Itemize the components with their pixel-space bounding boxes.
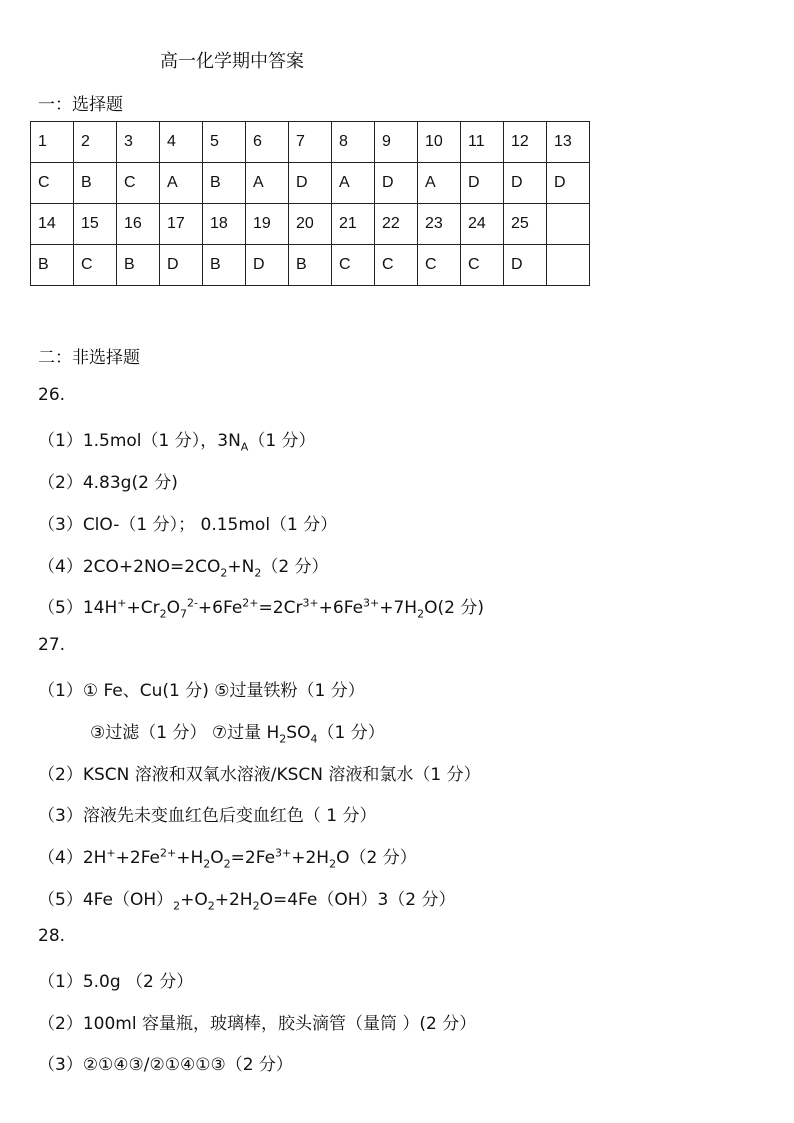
table-cell: 7	[289, 122, 332, 163]
answer-line: （2）4.83g(2 分)	[38, 473, 178, 493]
table-cell: B	[74, 163, 117, 204]
table-cell: D	[375, 163, 418, 204]
page-title: 高一化学期中答案	[160, 51, 304, 72]
table-cell: A	[160, 163, 203, 204]
table-row	[31, 122, 590, 163]
table-cell: C	[117, 163, 160, 204]
table-cell: 22	[375, 204, 418, 245]
table-cell: 2	[74, 122, 117, 163]
table-cell: 11	[461, 122, 504, 163]
table-cell: C	[332, 245, 375, 286]
table-cell: 1	[31, 122, 74, 163]
table-cell: 8	[332, 122, 375, 163]
answer-line: （2）KSCN 溶液和双氧水溶液/KSCN 溶液和氯水（1 分）	[38, 765, 481, 785]
table-cell: 19	[246, 204, 289, 245]
table-cell: D	[246, 245, 289, 286]
table-cell: D	[504, 163, 547, 204]
table-cell: 12	[504, 122, 547, 163]
table-row	[31, 245, 590, 286]
table-cell: A	[246, 163, 289, 204]
table-cell: D	[504, 245, 547, 286]
table-cell: A	[332, 163, 375, 204]
section-heading-nonchoice: 二：非选择题	[38, 348, 140, 368]
table-cell: D	[461, 163, 504, 204]
table-cell: 21	[332, 204, 375, 245]
table-cell: B	[203, 163, 246, 204]
table-cell: D	[547, 163, 590, 204]
table-cell	[547, 204, 590, 245]
table-cell: 24	[461, 204, 504, 245]
answer-table	[30, 121, 590, 286]
section-heading-choice: 一：选择题	[38, 95, 123, 115]
table-cell: 3	[117, 122, 160, 163]
answer-line: （3）溶液先未变血红色后变血红色（ 1 分）	[38, 806, 377, 826]
table-cell: B	[31, 245, 74, 286]
table-cell: B	[117, 245, 160, 286]
table-cell: 10	[418, 122, 461, 163]
table-cell: 16	[117, 204, 160, 245]
table-cell: 13	[547, 122, 590, 163]
answer-line: $(5)14H^++Cr_2O_7^{2-}+6Fe^{2+}=2Cr^{3+}+6Fe^{3+}+7H_2O(2$ 分)	[38, 596, 484, 621]
table-cell: 15	[74, 204, 117, 245]
table-row	[31, 204, 590, 245]
answer-line: （1）① Fe、Cu(1 分) ⑤过量铁粉（1 分）	[38, 681, 365, 701]
table-cell	[547, 245, 590, 286]
answer-line: （3）②①④③/②①④①③（2 分）	[38, 1055, 293, 1075]
answer-line: $(4)2H^++2Fe^{2+}+H_2O_2=2Fe^{3+}+2H_2O(2$ 分）	[38, 846, 417, 871]
table-cell: 23	[418, 204, 461, 245]
question-number-28: 28.	[38, 926, 66, 946]
table-cell: B	[203, 245, 246, 286]
table-cell: C	[461, 245, 504, 286]
table-row	[31, 163, 590, 204]
answer-line: （1）1.5mol（1 分），$3N_A(1$ 分）	[38, 431, 316, 454]
table-cell: B	[289, 245, 332, 286]
answer-line: ③过滤（1 分） ⑦过量 $H_2SO_4(1$ 分）	[90, 723, 385, 746]
question-number-27: 27.	[38, 635, 66, 655]
answer-line: $(5)4Fe(OH)_2+O_2+2H_2O=4Fe(OH)3(2$ 分）	[38, 890, 456, 913]
table-cell: D	[160, 245, 203, 286]
table-cell: 6	[246, 122, 289, 163]
answer-line: $(4)2CO+2NO=2CO_2+N_2(2$ 分）	[38, 557, 329, 580]
question-number-26: 26.	[38, 385, 66, 405]
table-cell: 9	[375, 122, 418, 163]
table-cell: 14	[31, 204, 74, 245]
answer-line: （2）100ml 容量瓶，玻璃棒，胶头滴管（量筒 ）(2 分）	[38, 1014, 477, 1034]
table-cell: 25	[504, 204, 547, 245]
table-cell: C	[375, 245, 418, 286]
table-cell: 17	[160, 204, 203, 245]
table-cell: 20	[289, 204, 332, 245]
table-cell: 18	[203, 204, 246, 245]
answer-line: （3）ClO-（1 分）； 0.15mol（1 分）	[38, 515, 338, 535]
table-cell: C	[31, 163, 74, 204]
answer-line: （1）5.0g （2 分）	[38, 972, 194, 992]
table-cell: 5	[203, 122, 246, 163]
table-cell: C	[418, 245, 461, 286]
table-cell: A	[418, 163, 461, 204]
table-cell: D	[289, 163, 332, 204]
table-cell: 4	[160, 122, 203, 163]
table-cell: C	[74, 245, 117, 286]
